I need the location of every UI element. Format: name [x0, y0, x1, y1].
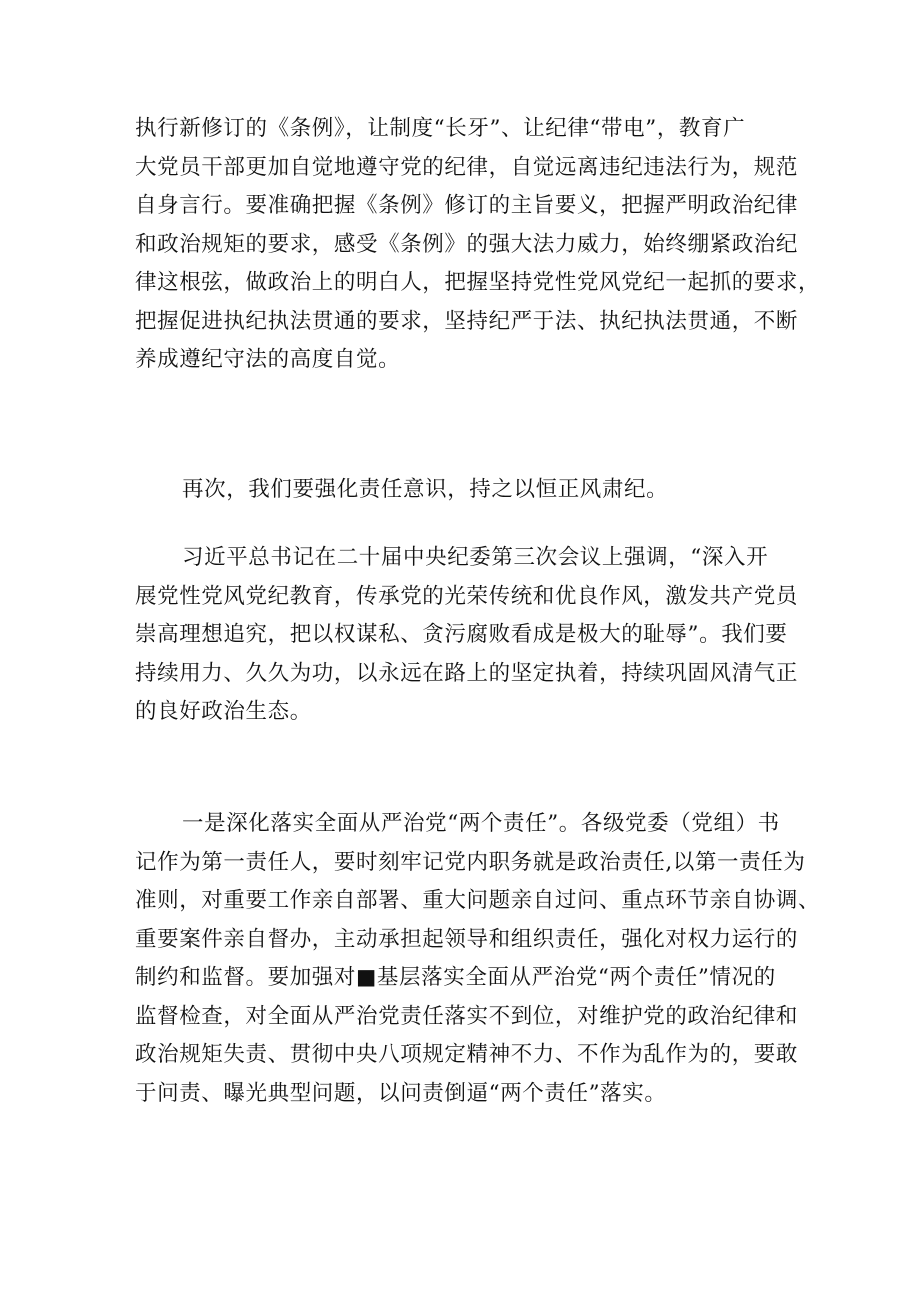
- text-line: 展党性党风党纪教育，传承党的光荣传统和优良作风，激发共产党员: [135, 583, 799, 609]
- text-line: 于问责、曝光典型问题，以问责倒逼“两个责任”落实。: [135, 1080, 667, 1106]
- paragraph-1: [135, 110, 821, 380]
- paragraph-4: [135, 805, 821, 1113]
- text-line: 把握促进执纪执法贯通的要求，坚持纪严于法、执纪执法贯通，不断: [135, 308, 799, 334]
- text-line: 监督检查，对全面从严治党责任落实不到位，对维护党的政治纪律和: [135, 1003, 799, 1029]
- text-line: 再次，我们要强化责任意识，持之以恒正风肃纪。: [182, 477, 669, 502]
- text-line: 大党员干部更加自觉地遵守党的纪律，自觉远离违纪违法行为，规范: [135, 154, 799, 180]
- text-line: 记作为第一责任人，要时刻牢记党内职务就是政治责任,以第一责任为: [135, 849, 806, 875]
- text-line: 执行新修订的《条例》，让制度“长牙”、让纪律“带电”，教育广: [135, 116, 746, 141]
- text-line: 的良好政治生态。: [135, 699, 312, 724]
- paragraph-2: [135, 471, 795, 510]
- text-line: 一是深化落实全面从严治党“两个责任”。各级党委（党组）书: [182, 811, 780, 836]
- text-line: 持续用力、久久为功，以永远在路上的坚定执着，持续巩固风清气正: [135, 660, 799, 686]
- text-line: 自身言行。要准确把握《条例》修订的主旨要义，把握严明政治纪律: [135, 193, 799, 218]
- paragraph-3: [135, 539, 799, 732]
- text-line: 准则，对重要工作亲自部署、重大问题亲自过问、重点环节亲自协调、: [135, 888, 821, 913]
- text-line: 崇高理想追究，把以权谋私、贪污腐败看成是极大的耻辱”。我们要: [135, 622, 788, 647]
- text-line: 制约和监督。要加强对■基层落实全面从严治党“两个责任”情况的: [135, 965, 776, 990]
- text-line: 和政治规矩的要求，感受《条例》的强大法力威力，始终绷紧政治纪: [135, 231, 799, 257]
- text-line: 重要案件亲自督办，主动承担起领导和组织责任，强化对权力运行的: [135, 926, 799, 952]
- text-line: 政治规矩失责、贯彻中央八项规定精神不力、不作为乱作为的，要敢: [135, 1042, 799, 1067]
- text-line: 养成遵纪守法的高度自觉。: [135, 347, 401, 372]
- text-line: 习近平总书记在二十届中央纪委第三次会议上强调，“深入开: [182, 545, 769, 570]
- text-line: 律这根弦，做政治上的明白人，把握坚持党性党风党纪一起抓的要求，: [135, 270, 821, 295]
